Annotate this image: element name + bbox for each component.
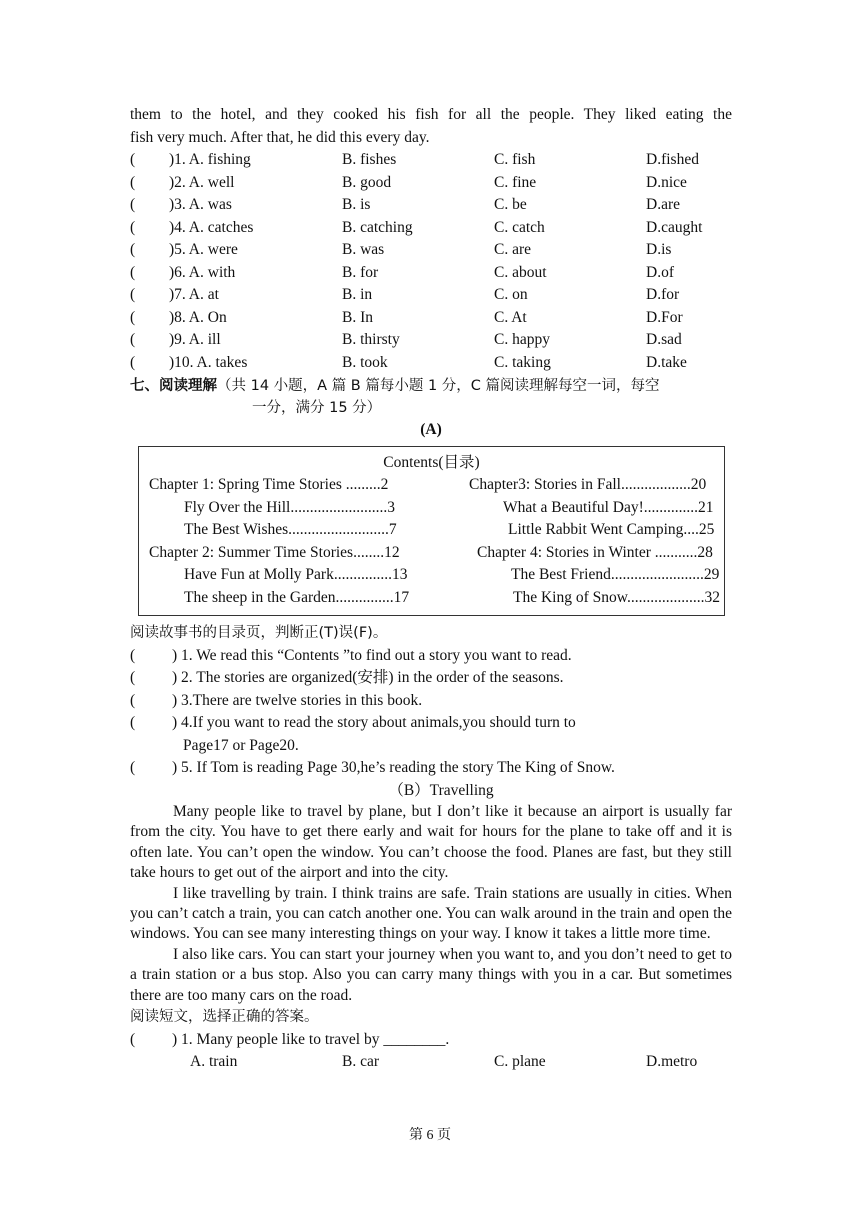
contents-row: Have Fun at Molly Park...............13 The Best Friend........................29 [184, 566, 720, 583]
tf-question: ( ) 5. If Tom is reading Page 30,he’s reading the story The King of Snow. [130, 759, 615, 776]
part-b-instruction: 阅读短文，选择正确的答案。 [130, 1009, 319, 1026]
part-b-paragraph: Many people like to travel by plane, but I don’t like it because an airport is usually far from the city. You have to get there early and wait for hours for the plane to take off and it is often late. You can’t open the window. You can’t choose the food. Planes are fast, but they still take hours to get out of the airport and into the city. [130, 803, 732, 882]
cloze-question: ( )6. A. with B. for C. about D.of [130, 263, 674, 281]
mc-question: ( ) 1. Many people like to travel by ________. [130, 1030, 450, 1048]
cloze-question: ( )5. A. were B. was C. are D.is [130, 241, 672, 258]
section-7-heading [130, 375, 732, 419]
tf-question: ( ) 2. The stories are organized(安排) in the order of the seasons. [130, 669, 564, 686]
section-7-desc-cont: 一分，满分 15 分） [252, 400, 382, 416]
contents-row: The sheep in the Garden...............17 The King of Snow....................32 [184, 588, 720, 606]
page-number: 第 6 页 [409, 1128, 451, 1143]
contents-box [138, 446, 725, 617]
contents-title: Contents(目录) [383, 453, 480, 471]
tf-question: ( ) 4.If you want to read the story about animals,you should turn to [130, 714, 576, 731]
intro-line-2: fish very much. After that, he did this every day. [130, 128, 430, 146]
part-a-label: (A) [420, 421, 442, 438]
cloze-question: ( )4. A. catches B. catching C. catch D.caught [130, 218, 703, 236]
part-a-instruction: 阅读故事书的目录页，判断正(T)误(F)。 [130, 625, 388, 641]
cloze-question: ( )2. A. well B. good C. fine D.nice [130, 173, 687, 191]
intro-line-1: them to the hotel, and they cooked his fish for all the people. They liked eating the [130, 106, 732, 123]
cloze-question: ( )10. A. takes B. took C. taking D.take [130, 353, 687, 371]
cloze-question: ( )9. A. ill B. thirsty C. happy D.sad [130, 331, 682, 348]
contents-row: Chapter 1: Spring Time Stories .........2 Chapter3: Stories in Fall..................20 [149, 476, 707, 493]
page-content [130, 104, 732, 1074]
part-b-paragraph: I also like cars. You can start your journey when you want to, and you don’t need to get to a train station or a bus stop. Also you can carry many things with you in a car. But sometimes there are too many cars on the road. [130, 945, 732, 1004]
mc-options: A. train B. car C. plane D.metro [190, 1053, 698, 1071]
cloze-question: ( )8. A. On B. In C. At D.For [130, 308, 683, 326]
section-7-label: 七、阅读理解 [130, 378, 217, 394]
part-b-label: （B）Travelling [388, 781, 494, 799]
contents-row: Chapter 2: Summer Time Stories........12 Chapter 4: Stories in Winter ...........28 [149, 543, 713, 561]
cloze-question: ( )7. A. at B. in C. on D.for [130, 286, 680, 303]
tf-question-cont: Page17 or Page20. [183, 736, 299, 754]
cloze-question: ( )1. A. fishing B. fishes C. fish D.fished [130, 151, 699, 168]
tf-question: ( ) 3.There are twelve stories in this book. [130, 691, 423, 709]
contents-row: Fly Over the Hill.........................3 What a Beautiful Day!..............21 [184, 498, 714, 516]
section-7-desc: （共 14 小题，A 篇 B 篇每小题 1 分，C 篇阅读理解每空一词，每空 [217, 378, 660, 394]
cloze-question: ( )3. A. was B. is C. be D.are [130, 196, 680, 213]
cloze-questions [130, 149, 732, 374]
part-b-paragraph: I like travelling by train. I think trains are safe. Train stations are usually in cities. When you can’t catch a train, you can catch another one. You can walk around in the train and open the windows. You can see many interesting things on your way. I know it takes a little more time. [130, 884, 732, 943]
contents-row: The Best Wishes..........................7 Little Rabbit Went Camping....25 [184, 521, 715, 538]
tf-question: ( ) 1. We read this “Contents ”to find out a story you want to read. [130, 646, 572, 664]
